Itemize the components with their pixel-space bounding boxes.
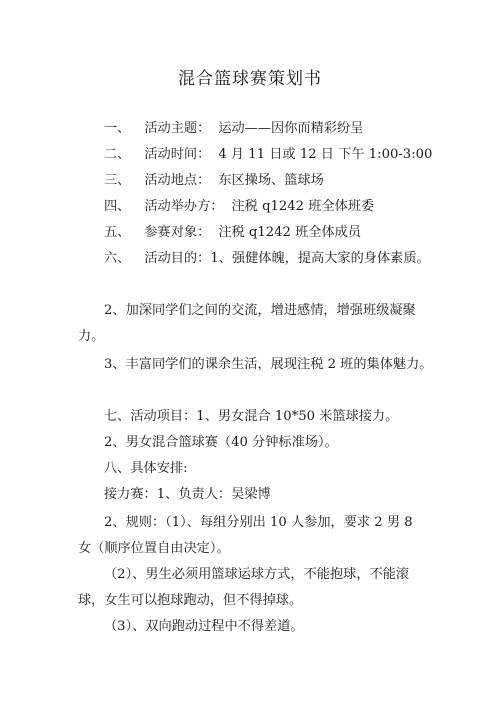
paragraph-purpose-3: 3、丰富同学们的课余生活，展现注税 2 班的集体魅力。 — [104, 357, 433, 372]
item-number: 一、 — [104, 121, 131, 136]
item-organizer — [104, 198, 374, 216]
item-label: 活动举办方： — [144, 199, 224, 214]
paragraph-purpose-2-cont: 力。 — [78, 329, 105, 344]
item-value: 1、强健体魄，提高大家的身体素质。 — [210, 251, 430, 266]
paragraph-purpose-2: 2、加深同学们之间的交流，增进感情，增强班级凝聚 — [104, 303, 416, 318]
document-title: 混合篮球赛策划书 — [178, 69, 322, 89]
item-value: 注税 q1242 班全体班委 — [231, 199, 375, 214]
item-number: 二、 — [104, 147, 131, 162]
item-label: 活动时间： — [144, 147, 211, 162]
paragraph-rules-2-cont: 球，女生可以抱球跑动，但不得掉球。 — [78, 593, 303, 608]
item-label: 活动地点： — [144, 173, 211, 188]
item-label: 活动主题： — [144, 121, 211, 136]
paragraph-rules-1: 2、规则：（1）、每组分别出 10 人参加，要求 2 男 8 — [104, 515, 413, 530]
item-value: 注税 q1242 班全体成员 — [218, 225, 362, 240]
item-purpose — [104, 250, 430, 268]
item-number: 三、 — [104, 173, 131, 188]
item-value: 运动——因你而精彩纷呈 — [218, 121, 364, 136]
item-topic — [104, 120, 363, 138]
item-number: 六、 — [104, 251, 131, 266]
item-label: 活动目的： — [144, 251, 211, 266]
item-value: 4 月 11 日或 12 日 下午 1:00-3:00 — [218, 147, 433, 162]
item-value: 东区操场、篮球场 — [218, 173, 324, 188]
item-time — [104, 146, 432, 164]
item-participants — [104, 224, 361, 242]
item-number: 四、 — [104, 199, 131, 214]
paragraph-project-1: 七、活动项目：1、男女混合 10*50 米篮球接力。 — [104, 409, 399, 424]
item-number: 五、 — [104, 225, 131, 240]
paragraph-rules-1-cont: 女（顺序位置自由决定）。 — [78, 541, 230, 556]
paragraph-relay-lead: 接力赛：1、负责人：吴梁博 — [104, 487, 271, 502]
item-location — [104, 172, 324, 190]
section-heading-schedule: 八、具体安排: — [104, 461, 188, 476]
paragraph-rules-3: （3）、双向跑动过程中不得差道。 — [104, 619, 304, 634]
paragraph-rules-2: （2）、男生必须用篮球运球方式，不能抱球，不能滚 — [104, 567, 410, 582]
paragraph-project-2: 2、男女混合篮球赛（40 分钟标准场）。 — [104, 435, 338, 450]
item-label: 参赛对象： — [144, 225, 211, 240]
